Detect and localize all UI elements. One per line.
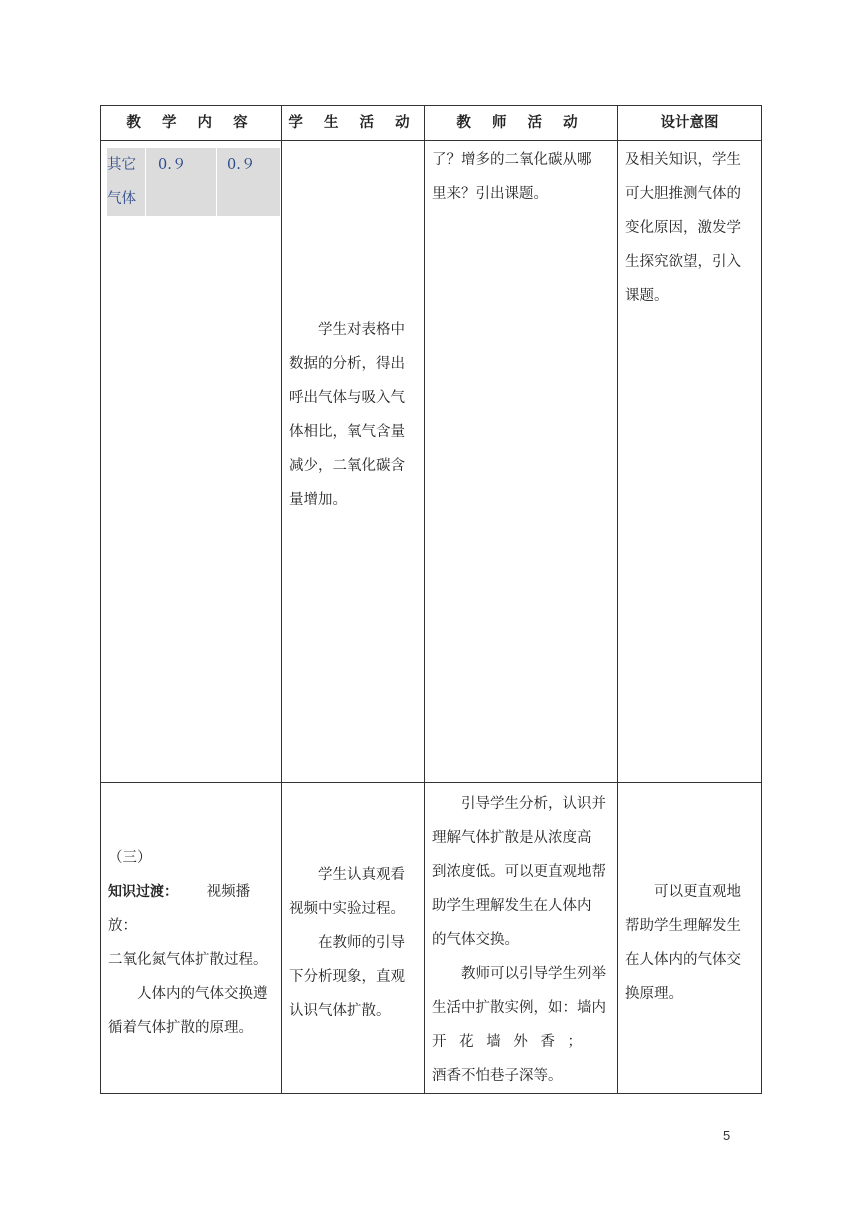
gas-value-1: 0.９ [146,148,217,217]
student-activity-cell [282,141,425,783]
header-design-intent: 设计意图 [618,106,762,141]
student-text: 学生认真观看 视频中实验过程。 [289,867,405,917]
gas-label-cell: 其它 气体 [107,148,146,217]
teacher-text: 教师可以引导学生列举 生活中扩散实例，如：墙内 开 花 墙 外 香 ； 酒香不怕巷子深等。 [432,966,606,1084]
content-paragraph: 人体内的气体交换遵 循着气体扩散的原理。 [108,986,268,1036]
teacher-text: 了？增多的二氧化碳从哪 里来？引出课题。 [432,152,592,202]
design-text: 可以更直观地 帮助学生理解发生 在人体内的气体交 换原理。 [625,884,741,1002]
lesson-plan-table [100,105,762,1094]
teacher-activity-cell [425,783,618,1094]
content-line: 二氧化氮气体扩散过程。 [108,952,268,968]
header-student-activity: 学 生 活 动 [282,106,425,141]
content-cell [101,141,282,783]
page-number: 5 [723,1128,731,1143]
section-number: （三） [108,850,152,866]
gas-data-table [106,147,281,217]
table-row [101,141,762,783]
design-text: 及相关知识，学生 可大胆推测气体的 变化原因，激发学 生探究欲望，引入 课题。 [625,152,741,304]
header-teacher-activity: 教 师 活 动 [425,106,618,141]
transition-label: 知识过渡： [108,884,178,900]
content-cell [101,783,282,1094]
header-content: 教 学 内 容 [101,106,282,141]
transition-text: 知识过渡： 视频播放： [108,884,251,934]
gas-value-2: 0.９ [217,148,281,217]
teacher-text: 引导学生分析，认识并 理解气体扩散是从浓度高 到浓度低。可以更直观地帮 助学生理解发生在人体内 的气体交换。 [432,796,606,948]
table-header-row [101,106,762,141]
table-row [101,783,762,1094]
student-activity-cell [282,783,425,1094]
student-text: 在教师的引导 下分析现象，直观 认识气体扩散。 [289,935,405,1019]
design-intent-cell [618,783,762,1094]
teacher-activity-cell [425,141,618,783]
student-text: 学生对表格中 数据的分析，得出 呼出气体与吸入气 体相比，氧气含量 减少，二氧化碳含 量增加。 [289,322,405,508]
design-intent-cell [618,141,762,783]
